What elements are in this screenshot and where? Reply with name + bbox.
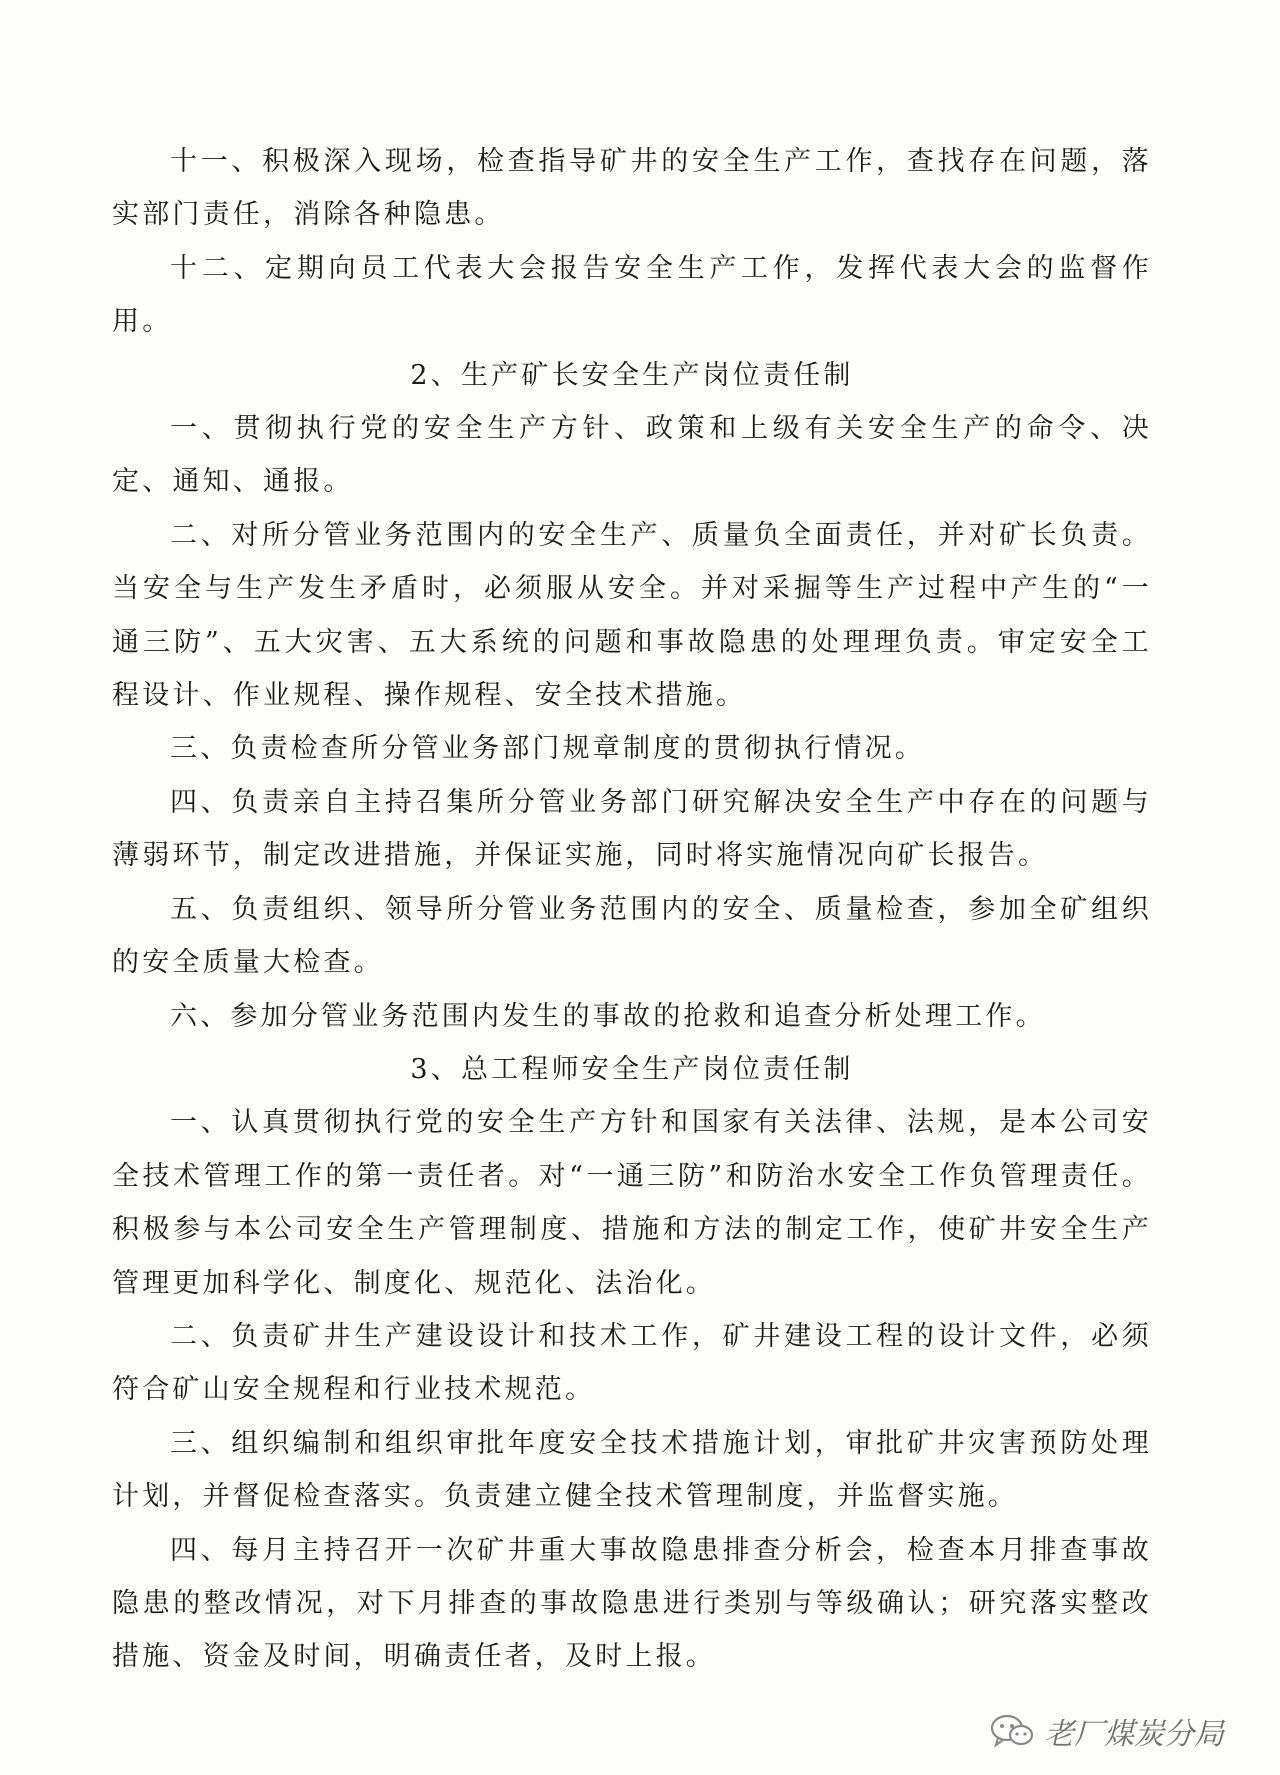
watermark-text: 老厂煤炭分局 [1044,1717,1224,1752]
wechat-icon [990,1714,1034,1748]
paragraph: 六、参加分管业务范围内发生的事故的抢救和追查分析处理工作。 [170,1000,1046,1032]
paragraph: 四、负责亲自主持召集所分管业务部门研究解决安全生产中存在的问题与薄弱环节，制定改进措施，并保证实施，同时将实施情况向矿长报告。 [112,786,1152,872]
paragraph: 四、每月主持召开一次矿井重大事故隐患排查分析会，检查本月排查事故隐患的整改情况，对下月排查的事故隐患进行类别与等级确认；研究落实整改措施、资金及时间，明确责任者，及时上报。 [112,1534,1152,1673]
paragraph: 二、负责矿井生产建设设计和技术工作，矿井建设工程的设计文件，必须符合矿山安全规程和行业技术规范。 [112,1320,1152,1406]
section-heading: 2、生产矿长安全生产岗位责任制 [410,359,854,391]
paragraph: 一、认真贯彻执行党的安全生产方针和国家有关法律、法规，是本公司安全技术管理工作的第一责任者。对“一通三防”和防治水安全工作负管理责任。积极参与本公司安全生产管理制度、措施和方法的制定工作，使矿井安全生产管理更加科学化、制度化、规范化、法治化。 [112,1107,1152,1299]
paragraph: 三、组织编制和组织审批年度安全技术措施计划，审批矿井灾害预防处理计划，并督促检查落实。负责建立健全技术管理制度，并监督实施。 [112,1427,1152,1513]
paragraph: 三、负责检查所分管业务部门规章制度的贯彻执行情况。 [170,733,925,765]
section-heading: 3、总工程师安全生产岗位责任制 [410,1053,854,1085]
paragraph: 十一、积极深入现场，检查指导矿井的安全生产工作，查找存在问题，落实部门责任，消除各种隐患。 [112,146,1152,231]
paragraph: 十二、定期向员工代表大会报告安全生产工作，发挥代表大会的监督作用。 [112,252,1152,338]
watermark [990,1709,1224,1753]
paragraph: 一、贯彻执行党的安全生产方针、政策和上级有关安全生产的命令、决定、通知、通报。 [112,413,1152,498]
document-body [112,135,1152,1684]
paragraph: 二、对所分管业务范围内的安全生产、质量负全面责任，并对矿长负责。当安全与生产发生矛盾时，必须服从安全。并对采掘等生产过程中产生的“一通三防”、五大灾害、五大系统的问题和事故隐患的处理理负责。审定安全工程设计、作业规程、操作规程、安全技术措施。 [112,519,1152,712]
paragraph: 五、负责组织、领导所分管业务范围内的安全、质量检查，参加全矿组织的安全质量大检查。 [112,893,1152,979]
